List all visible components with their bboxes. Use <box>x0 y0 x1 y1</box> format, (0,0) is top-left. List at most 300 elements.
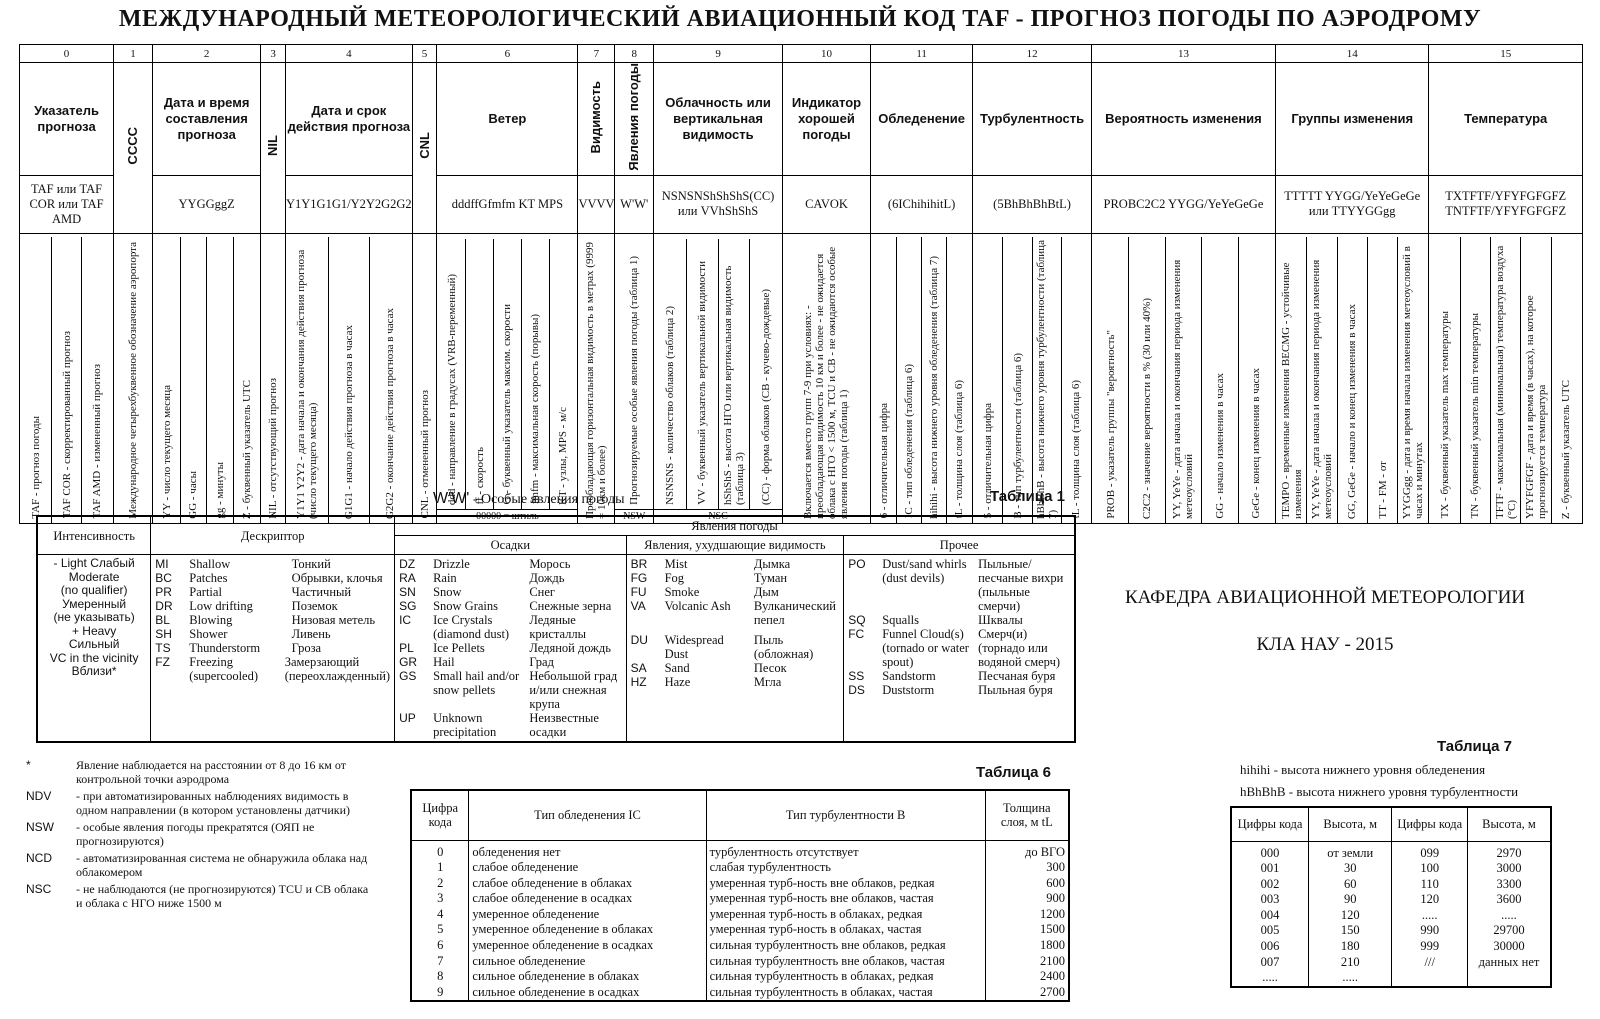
t6-cell: умеренное обледенение <box>469 907 706 923</box>
t6-cell: сильная турбулентность в облаках, частая <box>706 985 985 1002</box>
col-explanation-0 <box>20 233 114 523</box>
code: SH <box>155 627 172 641</box>
russian: Вулканический пепел <box>753 599 836 627</box>
col-header-text: Явления погоды <box>626 63 642 171</box>
code: SQ <box>848 613 866 627</box>
intensity-item: - Light Слабый <box>53 556 135 570</box>
explanation-line: tL - толщина слоя (таблица 6) <box>1069 380 1082 519</box>
t6-cell: 1500 <box>985 922 1069 938</box>
col-explanation-8 <box>615 233 654 523</box>
t1-row <box>848 669 1070 683</box>
russian: Пыльная буря <box>978 683 1053 697</box>
t7-cell: 120 <box>1309 908 1392 924</box>
t1-precip-list <box>395 555 627 743</box>
t6-cell: сильная турбулентность вне облаков, редкая <box>706 938 985 954</box>
t1-header-other: Прочее <box>844 536 1075 555</box>
t1-row <box>631 557 840 571</box>
col-format-8: W'W' <box>615 175 654 233</box>
code: PO <box>848 557 866 571</box>
t7-cell: 30000 <box>1467 939 1551 955</box>
code: FC <box>848 627 865 641</box>
col-explanation-13 <box>1091 233 1275 523</box>
t7-header: Высота, м <box>1309 807 1392 841</box>
intensity-item: (не указывать) <box>53 610 135 624</box>
english: Sand <box>664 661 690 675</box>
russian: Смерч(и) (торнадо или водяной смерч) <box>978 627 1061 669</box>
col-header-2: Дата и время составления прогноза <box>152 63 260 176</box>
explanation-line: Прогнозируемые особые явления погоды (таблица 1) <box>628 255 641 505</box>
code: PR <box>155 585 172 599</box>
col-header-0: Указатель прогноза <box>20 63 114 176</box>
t7-cell: 3300 <box>1467 877 1551 893</box>
t1-header-phenomena: Явления погоды <box>395 516 1075 536</box>
intensity-item: Вблизи* <box>71 664 117 678</box>
explanation-line: IC - тип обледенения (таблица 6) <box>903 364 916 519</box>
t7-cell: 004 <box>1231 908 1309 924</box>
t1-row <box>399 655 622 669</box>
t6-cell: 2700 <box>985 985 1069 1002</box>
t7-cell: 2970 <box>1467 841 1551 861</box>
russian: Морось <box>529 557 571 571</box>
t6-cell: 7 <box>411 954 469 970</box>
t7-row <box>1231 939 1551 955</box>
t1-row <box>848 613 1070 627</box>
col-header-5 <box>412 63 437 234</box>
t1-row <box>399 641 622 655</box>
t1-row <box>631 585 840 599</box>
t7-cell: от земли <box>1309 841 1392 861</box>
t7-row <box>1231 908 1551 924</box>
t1-row <box>399 669 622 711</box>
col-header-7 <box>578 63 615 176</box>
col-header-11: Обледенение <box>870 63 972 176</box>
col-explanation-5 <box>412 233 437 523</box>
col-number-8: 8 <box>615 45 654 63</box>
explanation-line: Z - буквенный указатель UTC <box>1560 379 1573 519</box>
russian: Поземок <box>291 599 338 613</box>
english: Widespread Dust <box>664 633 724 661</box>
t7-cell: ..... <box>1467 908 1551 924</box>
col-explanation-10 <box>783 233 871 523</box>
t7-cell <box>1467 970 1551 987</box>
t7-row <box>1231 877 1551 893</box>
t7-cell: 003 <box>1231 892 1309 908</box>
t6-cell: сильное обледенение в осадках <box>469 985 706 1002</box>
t1-row <box>155 613 390 627</box>
t7-cell: ..... <box>1392 908 1468 924</box>
col-explanation-14 <box>1276 233 1429 523</box>
english: Smoke <box>664 585 700 599</box>
code: UP <box>399 711 416 725</box>
col-format-13: PROBC2C2 YYGG/YeYeGeGe <box>1091 175 1275 233</box>
t7-cell: 210 <box>1309 955 1392 971</box>
t6-row <box>411 840 1069 860</box>
intensity-item: VC in the vicinity <box>49 650 139 665</box>
code: DU <box>630 633 648 647</box>
table1-caption: W'W' - Особые явления погоды <box>433 490 625 507</box>
t1-row <box>155 641 390 655</box>
col-explanation-2 <box>152 233 260 523</box>
explanation-line: TAF COR - скорректированный прогноз <box>60 331 73 519</box>
t1-row <box>631 675 840 689</box>
english: Blowing <box>189 613 233 627</box>
col-explanation-12 <box>973 233 1092 523</box>
english: Haze <box>664 675 691 689</box>
t6-cell: сильное обледенение в облаках <box>469 969 706 985</box>
t7-cell: 100 <box>1392 861 1468 877</box>
col-explanation-6 <box>437 233 578 523</box>
t6-cell: слабое обледенение <box>469 860 706 876</box>
t7-cell: /// <box>1392 955 1468 971</box>
t1-other-list <box>844 555 1075 743</box>
note-text: - автоматизированная система не обнаружила облака над облакомером <box>76 851 368 879</box>
explanation-line: hShShS - высота НГО или вертикальная видимость (таблица 3) <box>721 265 746 505</box>
col-header-10: Индикатор хорошей погоды <box>783 63 871 176</box>
russian: Песчаная буря <box>978 669 1056 683</box>
t6-row <box>411 907 1069 923</box>
t1-row <box>399 585 622 599</box>
t1-row <box>399 599 622 613</box>
explanation-line: CNL - отмененный прогноз <box>418 390 431 519</box>
explanation-line: hBhBhB - высота нижнего уровня турбулентности (таблица 7) <box>1034 239 1059 519</box>
russian: Частичный <box>291 585 352 599</box>
t7-cell: данных нет <box>1467 955 1551 971</box>
t1-header-visibility: Явления, ухудшающие видимость <box>626 536 844 555</box>
t7-cell <box>1392 970 1468 987</box>
t6-cell: умеренная турб-ность в облаках, редкая <box>706 907 985 923</box>
english: Fog <box>664 571 685 585</box>
code: SG <box>399 599 417 613</box>
russian: Мгла <box>753 675 782 689</box>
t1-row <box>155 655 390 683</box>
t6-cell: умеренное обледенение в облаках <box>469 922 706 938</box>
t6-row <box>411 876 1069 892</box>
t7-row <box>1231 861 1551 877</box>
russian: Пыльные/ песчаные вихри (пыльные смерчи) <box>978 557 1064 613</box>
english: Freezing (supercooled) <box>189 655 259 683</box>
col-header-12: Турбулентность <box>973 63 1092 176</box>
english: Hail <box>433 655 455 669</box>
t7-row <box>1231 841 1551 861</box>
t7-cell: 000 <box>1231 841 1309 861</box>
t1-intensity-list <box>37 555 151 743</box>
code: FZ <box>155 655 170 669</box>
t7-cell: 006 <box>1231 939 1309 955</box>
note-text: - особые явления погоды прекратятся (ОЯП не прогнозируются) <box>76 820 315 848</box>
english: Rain <box>433 571 457 585</box>
note-key: NCD <box>26 851 52 865</box>
explanation-line: KT - узлы, MPS - м/с <box>557 406 570 505</box>
col-format-11: (6IChihihitL) <box>870 175 972 233</box>
t6-header: Тип обледенения IC <box>469 790 706 840</box>
explanation-line: TEMPO - временные изменения BECMG - устойчивые изменения <box>1279 262 1304 519</box>
department-name: КАФЕДРА АВИАЦИОННОЙ МЕТЕОРОЛОГИИ <box>1124 587 1526 608</box>
page-title: МЕЖДУНАРОДНЫЙ МЕТЕОРОЛОГИЧЕСКИЙ АВИАЦИОННЫЙ КОД TAF - ПРОГНОЗ ПОГОДЫ ПО АЭРОДРОМУ <box>118 6 1482 32</box>
t1-row <box>155 599 390 613</box>
explanation-line: G1G1 - начало действия прогноза в часах <box>342 324 355 519</box>
t1-row <box>155 557 390 571</box>
t6-cell: умеренная турб-ность вне облаков, частая <box>706 891 985 907</box>
t6-header: Цифра кода <box>411 790 469 840</box>
t6-cell: 1200 <box>985 907 1069 923</box>
t6-cell: турбулентность отсутствует <box>706 840 985 860</box>
t1-header-descriptor: Дескриптор <box>151 516 395 555</box>
russian: Низовая метель <box>291 613 376 627</box>
t6-cell: 1 <box>411 860 469 876</box>
explanation-line: ff - скорость <box>473 447 486 505</box>
t7-cell: 990 <box>1392 923 1468 939</box>
note-row <box>26 851 376 879</box>
table-1-weather-phenomena <box>36 515 1076 743</box>
col-format-4: Y1Y1G1G1/Y2Y2G2G2 <box>285 175 412 233</box>
explanation-line: PROB - указатель группы "вероятность" <box>1104 330 1117 519</box>
col-header-8 <box>615 63 654 176</box>
t6-cell: 6 <box>411 938 469 954</box>
code: DZ <box>399 557 416 571</box>
t1-row <box>399 571 622 585</box>
col-format-6: dddffGfmfm KT MPS <box>437 175 578 233</box>
english: Ice Pellets <box>433 641 485 655</box>
col-header-3 <box>261 63 286 234</box>
t7-cell: 120 <box>1392 892 1468 908</box>
t6-cell: 300 <box>985 860 1069 876</box>
t6-row <box>411 954 1069 970</box>
t6-cell: умеренное обледенение в осадках <box>469 938 706 954</box>
explanation-line: GG - часы <box>187 470 200 519</box>
code: FG <box>630 571 648 585</box>
english: Dust/sand whirls (dust devils) <box>882 557 967 585</box>
note-text: Явление наблюдается на расстоянии от 8 до 16 км от контрольной точки аэродрома <box>76 758 346 786</box>
explanation-line: VV - буквенный указатель вертикальной видимости <box>696 260 709 505</box>
english: Shower <box>189 627 228 641</box>
col-number-1: 1 <box>114 45 153 63</box>
t6-cell: 4 <box>411 907 469 923</box>
explanation-line: YY, YeYe - дата начала и окончания периода изменения метеоусловий <box>1171 259 1196 519</box>
col-number-12: 12 <box>973 45 1092 63</box>
code: GS <box>399 669 417 683</box>
explanation-line: YYGGgg - дата и время начала изменения метеоусловий в часах и минутах <box>1400 245 1425 519</box>
t7-cell: 150 <box>1309 923 1392 939</box>
col-number-13: 13 <box>1091 45 1275 63</box>
col-explanation-15 <box>1429 233 1583 523</box>
russian: Ледяной дождь <box>529 641 611 655</box>
explanation-line: Включается вместо групп 7-9 при условиях: - преобладающая видимость 10 км и более - не ожидается облака с НГО < 1500 м, TCU и CB - не ожидаются особые явления погоды (таблица 1) <box>802 246 851 519</box>
t7-cell: ..... <box>1309 970 1392 987</box>
table-6-icing-turbulence <box>410 789 1070 1002</box>
col-explanation-7 <box>578 233 615 523</box>
code: DR <box>155 599 173 613</box>
t7-header: Цифры кода <box>1231 807 1309 841</box>
col-explanation-1 <box>114 233 153 523</box>
t7-row <box>1231 955 1551 971</box>
t1-row <box>848 683 1070 697</box>
col-format-12: (5BhBhBhBtL) <box>973 175 1092 233</box>
t6-row <box>411 969 1069 985</box>
intensity-item: Сильный <box>68 637 120 651</box>
t6-cell: 9 <box>411 985 469 1002</box>
t1-row <box>631 633 840 661</box>
col-number-15: 15 <box>1429 45 1583 63</box>
code: VA <box>630 599 646 613</box>
english: Thunderstorm <box>189 641 261 655</box>
code: RA <box>399 571 416 585</box>
russian: Град <box>529 655 554 669</box>
col-header-4: Дата и срок действия прогноза <box>285 63 412 176</box>
col-format-10: CAVOK <box>783 175 871 233</box>
t6-cell: 1800 <box>985 938 1069 954</box>
col-format-2: YYGGggZ <box>152 175 260 233</box>
explanation-line: Преобладающая горизонтальная видимость в метрах (9999 = 10км и более) <box>584 241 609 519</box>
explanation-line: 5 - отличительная цифра <box>982 403 995 519</box>
note-key: NDV <box>26 789 52 803</box>
t6-cell: слабое обледенение в облаках <box>469 876 706 892</box>
code: HZ <box>630 675 647 689</box>
t6-cell: 2100 <box>985 954 1069 970</box>
russian: Небольшой град и/или снежная крупа <box>529 669 618 711</box>
english: Squalls <box>882 613 919 627</box>
col-number-14: 14 <box>1276 45 1429 63</box>
code: PL <box>399 641 414 655</box>
t6-cell: до ВГО <box>985 840 1069 860</box>
t1-row <box>155 627 390 641</box>
col-header-6: Ветер <box>437 63 578 176</box>
t6-row <box>411 860 1069 876</box>
t1-header-intensity: Интенсивность <box>37 516 151 555</box>
english: Partial <box>189 585 222 599</box>
col-number-4: 4 <box>285 45 412 63</box>
code: SN <box>399 585 416 599</box>
t1-row <box>631 571 840 585</box>
note-row <box>26 820 376 848</box>
t6-cell: сильная турбулентность в облаках, редкая <box>706 969 985 985</box>
english: Low drifting <box>189 599 253 613</box>
english: Unknown precipitation <box>433 711 497 739</box>
col-explanation-11 <box>870 233 972 523</box>
note-key: * <box>26 758 31 772</box>
explanation-line: hihihi - высота нижнего уровня обледенения (таблица 7) <box>928 255 941 519</box>
russian: Ливень <box>291 627 331 641</box>
explanation-line: YY - число текущего месяца <box>160 384 173 519</box>
t7-cell: 60 <box>1309 877 1392 893</box>
english: Snow <box>433 585 462 599</box>
explanation-line: ddd - направление в градусах (VRB-переменный) <box>445 273 458 505</box>
russian: Шквалы <box>978 613 1023 627</box>
explanation-line: tL - толщина слоя (таблица 6) <box>953 380 966 519</box>
russian: Ледяные кристаллы <box>529 613 587 641</box>
col-footer: NSW <box>615 509 653 523</box>
note-row <box>26 789 376 817</box>
intensity-item: Умеренный <box>62 596 127 611</box>
english: Ice Crystals (diamond dust) <box>433 613 510 641</box>
explanation-line: NSNSNS - количество облаков (таблица 2) <box>664 305 677 505</box>
t6-cell: 8 <box>411 969 469 985</box>
english: Patches <box>189 571 228 585</box>
intensity-item: + Heavy <box>71 623 117 638</box>
col-footer: NSC <box>654 509 782 523</box>
t6-cell: сильное обледенение <box>469 954 706 970</box>
explanation-line: GG - начало изменения в часах <box>1213 373 1226 519</box>
t7-header: Цифры кода <box>1392 807 1468 841</box>
explanation-line: NIL - отсутствующий прогноз <box>267 377 280 519</box>
t6-cell: обледенения нет <box>469 840 706 860</box>
russian: Туман <box>753 571 788 585</box>
english: Snow Grains <box>433 599 498 613</box>
taf-code-table <box>19 44 1583 524</box>
t1-visibility-list <box>626 555 844 743</box>
table6-number: Таблица 6 <box>976 764 1052 781</box>
col-number-9: 9 <box>654 45 783 63</box>
col-number-2: 2 <box>152 45 260 63</box>
russian: Дым <box>753 585 779 599</box>
english: Shallow <box>189 557 231 571</box>
english: Drizzle <box>433 557 470 571</box>
t1-row <box>631 599 840 627</box>
col-number-3: 3 <box>261 45 286 63</box>
t7-row <box>1231 923 1551 939</box>
t1-row <box>155 585 390 599</box>
col-header-text: CNL <box>416 132 432 160</box>
t6-cell: 5 <box>411 922 469 938</box>
t6-row <box>411 985 1069 1002</box>
col-number-10: 10 <box>783 45 871 63</box>
explanation-line: Международное четырехбуквенное обозначение аэропорта <box>127 242 140 519</box>
t6-cell: слабое обледенение в осадках <box>469 891 706 907</box>
note-row <box>26 758 376 786</box>
explanation-line: 6 - отличительная цифра <box>878 403 890 519</box>
t6-cell: умеренная турб-ность вне облаков, редкая <box>706 876 985 892</box>
col-number-0: 0 <box>20 45 114 63</box>
explanation-line: TAF - прогноз погоды <box>29 415 42 519</box>
english: Funnel Cloud(s) (tornado or water spout) <box>882 627 969 669</box>
russian: Снег <box>529 585 556 599</box>
col-header-13: Вероятность изменения <box>1091 63 1275 176</box>
t7-cell: 007 <box>1231 955 1309 971</box>
t7-cell: 90 <box>1309 892 1392 908</box>
russian: Дождь <box>529 571 565 585</box>
english: Volcanic Ash <box>664 599 731 613</box>
explanation-line: YY, YeYe - дата начала и окончания периода изменения метеоусловий <box>1309 259 1334 519</box>
t7-cell: 3000 <box>1467 861 1551 877</box>
t7-cell: 29700 <box>1467 923 1551 939</box>
russian: Снежные зерна <box>529 599 612 613</box>
t6-cell: 3 <box>411 891 469 907</box>
col-format-0: TAF или TAF COR или TAF AMD <box>20 175 114 233</box>
code: BC <box>155 571 172 585</box>
t1-row <box>399 613 622 641</box>
t1-row <box>848 627 1070 669</box>
col-header-1 <box>114 63 153 234</box>
code: MI <box>155 557 169 571</box>
code: BR <box>630 557 648 571</box>
explanation-line: gg - минуты <box>213 462 226 519</box>
explanation-line: TX - буквенный указатель max температуры <box>1439 311 1452 519</box>
explanation-line: TAF AMD - измененный прогноз <box>91 364 104 519</box>
col-header-text: NIL <box>265 135 281 157</box>
t7-cell: 180 <box>1309 939 1392 955</box>
t7-cell: 099 <box>1392 841 1468 861</box>
t6-row <box>411 891 1069 907</box>
explanation-line: B - тип турбулентности (таблица 6) <box>1011 353 1024 519</box>
russian: Замерзающий (переохлажденный) <box>284 655 391 683</box>
russian: Пыль (обложная) <box>753 633 814 661</box>
t6-cell: умеренная турб-ность в облаках, частая <box>706 922 985 938</box>
footnotes <box>26 758 376 913</box>
t1-descriptor-list <box>151 555 395 743</box>
english: Duststorm <box>882 683 935 697</box>
t7-cell: 3600 <box>1467 892 1551 908</box>
col-format-14: TTTTT YYGG/YeYeGeGe или TTYYGGgg <box>1276 175 1429 233</box>
col-number-11: 11 <box>870 45 972 63</box>
